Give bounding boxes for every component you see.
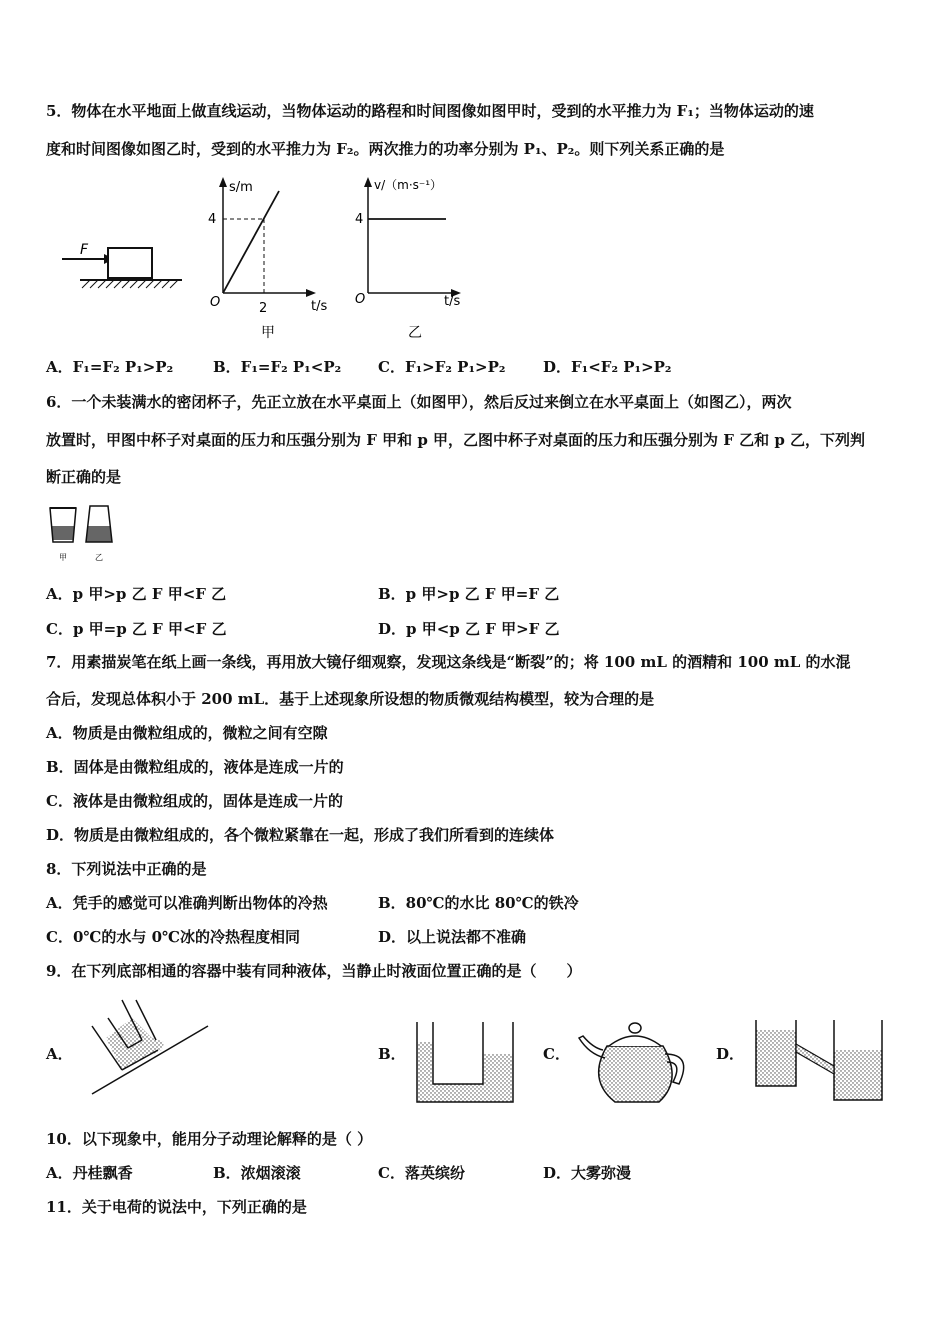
q10-option-a[interactable]: A．丹桂飘香 [46, 1164, 133, 1182]
q8-option-c[interactable]: C．0℃的水与 0℃冰的冷热程度相同 [46, 928, 300, 946]
q5-st-ytick: 4 [208, 212, 217, 227]
q5-st-caption: 甲 [261, 325, 275, 341]
q11-stem-line1: 11．关于电荷的说法中，下列正确的是 [46, 1198, 307, 1216]
q10-stem-line1: 10．以下现象中，能用分子动理论解释的是（ ） [46, 1130, 373, 1148]
q7-option-c[interactable]: C．液体是由微粒组成的，固体是连成一片的 [46, 792, 343, 810]
q9-option-d[interactable]: D． [716, 1045, 745, 1063]
q5-vt-ylabel: v/（m·s⁻¹） [374, 178, 443, 192]
q6-cup-label-yi: 乙 [95, 553, 103, 562]
q6-stem-line3: 断正确的是 [46, 468, 122, 486]
q5-stem-line2: 度和时间图像如图乙时，受到的水平推力为 F₂。两次推力的功率分别为 P₁、P₂。则下列关系正确的是 [46, 140, 725, 158]
q6-option-b[interactable]: B．p 甲>p 乙 F 甲=F 乙 [378, 585, 560, 603]
q6-option-a[interactable]: A．p 甲>p 乙 F 甲<F 乙 [46, 585, 227, 603]
q5-v-t-graph [350, 175, 490, 345]
q9-option-c[interactable]: C． [543, 1045, 570, 1063]
q5-option-a[interactable]: A．F₁=F₂ P₁>P₂ [46, 358, 174, 376]
q5-option-c[interactable]: C．F₁>F₂ P₁>P₂ [378, 358, 506, 376]
q7-option-b[interactable]: B．固体是由微粒组成的，液体是连成一片的 [46, 758, 344, 776]
q6-cups-figure [46, 502, 126, 564]
q5-vt-xlabel: t/s [444, 294, 461, 309]
q5-st-ylabel: s/m [229, 180, 253, 195]
q5-block-figure [58, 240, 188, 300]
q5-vt-ytick: 4 [355, 212, 364, 227]
q5-force-label: F [80, 242, 89, 258]
q5-ground-hatch [82, 280, 178, 288]
q9-option-b[interactable]: B． [378, 1045, 406, 1063]
q5-vt-origin: O [355, 292, 366, 307]
q9-stem-line1: 9．在下列底部相通的容器中装有同种液体，当静止时液面位置正确的是（ ） [46, 962, 582, 980]
q5-block [108, 248, 152, 278]
q7-stem-line1: 7．用素描炭笔在纸上画一条线，再用放大镜仔细观察，发现这条线是“断裂”的；将 100 mL 的酒精和 100 mL 的水混 [46, 653, 851, 671]
q6-option-d[interactable]: D．p 甲<p 乙 F 甲>F 乙 [378, 620, 560, 638]
q7-option-a[interactable]: A．物质是由微粒组成的，微粒之间有空隙 [46, 724, 328, 742]
q5-vt-caption: 乙 [408, 325, 422, 341]
q5-st-line [223, 191, 279, 293]
q9-container-d [752, 1018, 892, 1104]
q5-option-d[interactable]: D．F₁<F₂ P₁>P₂ [543, 358, 672, 376]
q5-st-origin: O [210, 295, 221, 310]
q6-option-c[interactable]: C．p 甲=p 乙 F 甲<F 乙 [46, 620, 227, 638]
q9-option-a[interactable]: A． [46, 1045, 73, 1063]
q8-option-d[interactable]: D．以上说法都不准确 [378, 928, 527, 946]
q6-stem-line1: 6．一个未装满水的密闭杯子，先正立放在水平桌面上（如图甲），然后反过来倒立在水平桌面上（如图乙），两次 [46, 393, 792, 411]
q5-stem-line1: 5．物体在水平地面上做直线运动，当物体运动的路程和时间图像如图甲时，受到的水平推力为 F₁；当物体运动的速 [46, 102, 814, 120]
q10-option-b[interactable]: B．浓烟滚滚 [213, 1164, 301, 1182]
q8-stem-line1: 8．下列说法中正确的是 [46, 860, 207, 878]
q5-s-t-graph [205, 175, 335, 345]
q7-option-d[interactable]: D．物质是由微粒组成的，各个微粒紧靠在一起，形成了我们所看到的连续体 [46, 826, 555, 844]
q6-cup-upright [50, 508, 76, 542]
q6-cup-label-jia: 甲 [59, 553, 67, 562]
q9-container-a [84, 998, 214, 1098]
q8-option-a[interactable]: A．凭手的感觉可以准确判断出物体的冷热 [46, 894, 328, 912]
q5-st-xlabel: t/s [311, 299, 328, 314]
q5-st-xtick: 2 [259, 301, 268, 316]
q10-option-c[interactable]: C．落英缤纷 [378, 1164, 465, 1182]
q10-option-d[interactable]: D．大雾弥漫 [543, 1164, 632, 1182]
q6-cup-inverted [86, 506, 112, 542]
q9-container-b [410, 1020, 520, 1108]
q5-option-b[interactable]: B．F₁=F₂ P₁<P₂ [213, 358, 342, 376]
q7-stem-line2: 合后，发现总体积小于 200 mL．基于上述现象所设想的物质微观结构模型，较为合理的是 [46, 690, 655, 708]
q9-container-c [575, 1010, 695, 1110]
q8-option-b[interactable]: B．80℃的水比 80℃的铁冷 [378, 894, 579, 912]
q6-stem-line2: 放置时，甲图中杯子对桌面的压力和压强分别为 F 甲和 p 甲，乙图中杯子对桌面的压力和压强分别为 F 乙和 p 乙，下列判 [46, 431, 866, 449]
